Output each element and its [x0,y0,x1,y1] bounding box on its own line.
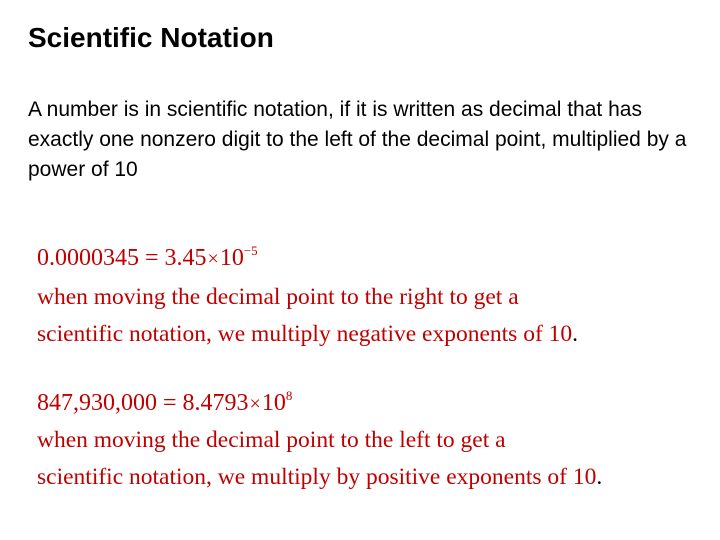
page-title: Scientific Notation [28,22,274,53]
definition-paragraph: A number is in scientific notation, if it is written as decimal that has exactly one nonzero digit to the left of the decimal point, multiplied by a power of 10 [28,98,687,181]
example1-line3 [37,321,578,348]
example1-line3-text: scientific notation, we multiply negative exponents of 10 [37,321,573,347]
example2-period: . [596,464,603,490]
example2-line3 [37,464,602,491]
example2-lhs: 847,930,000 [37,390,157,416]
example2-line2: when moving the decimal point to the left to get a [37,427,506,453]
example1-line2: when moving the decimal point to the right to get a [37,284,519,310]
example1-exponent: −5 [243,243,258,258]
example2-exponent: 8 [285,388,293,403]
example1-period: . [572,321,579,347]
example2-mantissa: 8.4793 [182,390,249,416]
example1-base: 10 [219,245,244,271]
example2-line3-text: scientific notation, we multiply by positive exponents of 10 [37,464,597,490]
example2-equation [37,388,292,417]
example1-lhs: 0.0000345 [37,245,139,271]
example1-mantissa: 3.45 [164,245,207,271]
example2-equals: = [163,390,177,416]
example1-times: × [207,248,219,270]
example1-equals: = [145,245,159,271]
example1-equation [37,243,258,272]
example2-times: × [249,393,261,415]
example2-base: 10 [261,390,286,416]
